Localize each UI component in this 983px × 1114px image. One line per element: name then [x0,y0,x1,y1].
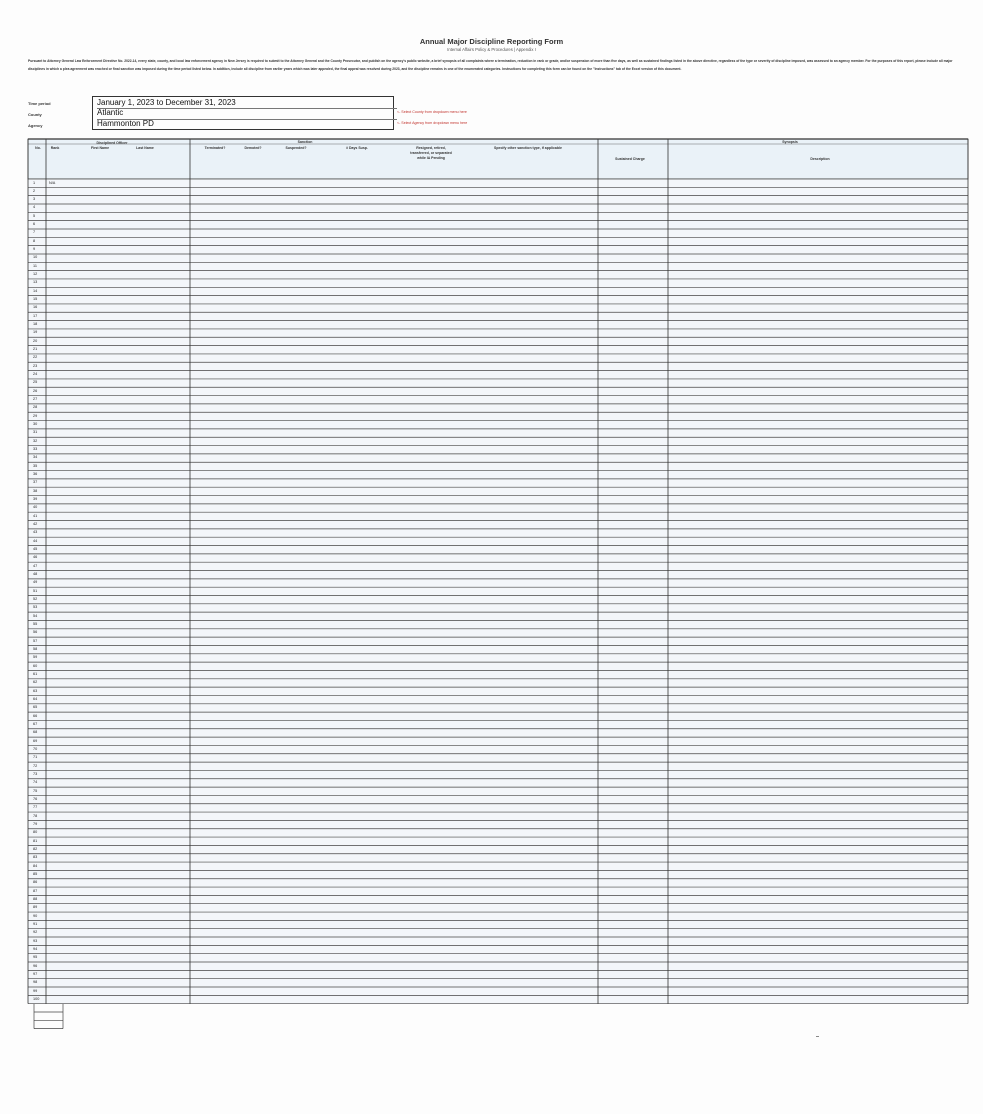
county-label: County [28,112,42,117]
row-number: 80 [33,830,38,835]
row-number: 5 [33,213,36,218]
time-period-label: Time period [28,101,51,106]
row-number: 68 [33,730,38,735]
time-period-value[interactable]: January 1, 2023 to December 31, 2023 [97,98,236,107]
col-other-sanction: Specify other sanction type, if applicable [494,146,562,150]
row-number: 35 [33,463,38,468]
row-number: 13 [33,280,38,285]
header-synopsis: Synopsis [782,140,798,144]
col-description: Description [810,157,830,161]
agency-label: Agency [28,123,43,128]
col-days-suspended: # Days Susp. [346,146,368,150]
row-number: 75 [33,788,38,793]
row-number: 67 [33,721,38,726]
row-number: 81 [33,838,38,843]
col-demoted: Demoted? [244,146,262,150]
row-number: 16 [33,305,38,310]
row-number: 7 [33,230,36,235]
county-value[interactable]: Atlantic [97,108,124,117]
agency-value[interactable]: Hammonton PD [97,119,154,128]
row-number: 34 [33,455,38,460]
col-no: No. [35,146,41,150]
row-number: 14 [33,288,38,293]
row-number: 95 [33,955,38,960]
row-number: 24 [33,372,38,377]
row-number: 88 [33,896,38,901]
row-number: 79 [33,821,38,826]
row-number: 3 [33,197,36,202]
header-officer: Disciplined Officer [96,141,128,145]
row-number: 94 [33,946,38,951]
row-number: 39 [33,497,38,502]
row-number: 2 [33,188,36,193]
row-number: 43 [33,530,38,535]
row-number: 12 [33,272,38,277]
row-number: 57 [33,638,38,643]
row-number: 85 [33,871,38,876]
row-number: 48 [33,572,38,576]
row-number: 27 [33,397,38,402]
row-number: 30 [33,422,38,427]
col-rank: Rank [50,146,60,150]
row-number: 9 [33,247,36,252]
form-title: Annual Major Discipline Reporting Form [419,37,564,46]
row-number: 38 [33,488,38,493]
row-number: 44 [33,538,38,543]
row-number: 10 [33,255,38,260]
agency-hint: <- Select Agency from dropdown menu here [397,121,468,125]
row-number: 1 [33,180,36,185]
row-number: 40 [33,505,38,510]
row-number: 52 [33,597,38,601]
row-number: 99 [33,988,38,993]
row-number: 66 [33,713,38,718]
scan-speck [816,1036,819,1037]
row-number: 17 [33,313,38,318]
row-number: 82 [33,846,38,851]
row-number: 65 [33,705,38,710]
row-number: 8 [33,238,36,243]
col-resigned: Resigned, retired, transferred, or separated while IA Pending [410,146,452,160]
row-number: 56 [33,630,38,635]
row-number: 49 [33,580,38,585]
row-number: 54 [33,613,38,618]
row-number: 72 [33,763,38,768]
row-number: 4 [33,205,36,210]
row-number: 91 [33,921,38,926]
row-number: 22 [33,355,38,360]
form-subtitle: Internal Affairs Policy & Procedures | Appendix I [447,47,536,52]
col-sustained-charge: Sustained Charge [615,157,645,161]
row-number: 93 [33,938,38,943]
row-number: 46 [33,555,38,560]
intro-paragraph: Pursuant to Attorney General Law Enforcement Directive No. 2022-14, every state, county, and local law enforcement agency in New Jersey is required to submit to the Attorney General and the County Prosecutor, and publish on the agency's public website, a brief synopsis of all complaints where a termination, reduction in rank or grade, and/or suspension of more than five days, as well as sustained findings listed in the above directive, regardless of the type or severity of discipline imposed, was assessed to an agency member. For the purposes of this report, please include all major disciplines in which a plea agreement was reached or final sanction was imposed during the time period listed below. In addition, include all discipline from earlier years which was later appealed, the final appeal was resolved during 2023, and the discipline remains in one of the enumerated categories. Instructions for completing this form can be found on the "Instructions" tab of the Excel version of this document. [28,59,953,71]
row-number: 29 [33,413,38,418]
row-number: 58 [33,646,38,651]
row-number: 90 [33,913,38,918]
row-number: 26 [33,388,38,393]
table-body-band [28,179,968,1004]
row-number: 31 [33,430,38,435]
row-number: 97 [33,971,38,976]
row-number: 77 [33,805,38,810]
col-last-name: Last Name [136,146,154,150]
row-number: 86 [33,880,38,885]
first-row-rank[interactable]: N/A [49,181,56,185]
header-sanction: Sanction [297,140,313,144]
row-number: 73 [33,771,38,776]
row-number: 11 [33,263,37,268]
row-number: 37 [33,480,38,485]
row-number: 74 [33,780,38,785]
row-number: 78 [33,813,38,818]
col-terminated: Terminated? [204,146,226,150]
row-number: 21 [33,347,38,352]
row-number: 69 [33,738,38,743]
row-number: 87 [33,888,38,893]
row-number: 76 [33,796,38,801]
row-number: 70 [33,746,38,751]
row-number: 47 [33,563,38,568]
row-number: 53 [33,605,38,610]
row-number: 15 [33,297,38,302]
row-number: 71 [33,755,38,760]
row-number: 83 [33,855,38,860]
row-number: 63 [33,688,38,693]
row-number: 33 [33,447,38,452]
row-number: 42 [33,522,38,527]
row-number: 59 [33,655,38,660]
row-number: 100 [33,996,40,1001]
row-number: 64 [33,696,38,701]
row-number: 62 [33,680,38,685]
row-number: 41 [33,513,38,518]
row-number: 6 [33,222,36,227]
row-number: 45 [33,547,38,552]
row-number: 23 [33,363,38,368]
row-number: 92 [33,930,38,935]
row-number: 98 [33,980,38,985]
row-number: 18 [33,322,38,327]
row-number: 96 [33,963,38,968]
row-number: 20 [33,338,38,343]
row-number: 25 [33,380,38,385]
row-number: 19 [33,330,38,335]
col-first-name: First Name [90,146,110,150]
col-suspended: Suspended? [285,146,307,150]
county-hint: <- Select County from dropdown menu here [397,110,467,114]
row-number: 61 [33,671,38,676]
row-number: 36 [33,472,38,477]
row-number: 51 [33,588,38,593]
row-number: 32 [33,438,38,443]
row-number: 84 [33,863,38,868]
row-number: 28 [33,405,38,410]
row-number: 60 [33,663,38,668]
row-number: 55 [33,621,38,626]
row-number: 89 [33,905,38,910]
